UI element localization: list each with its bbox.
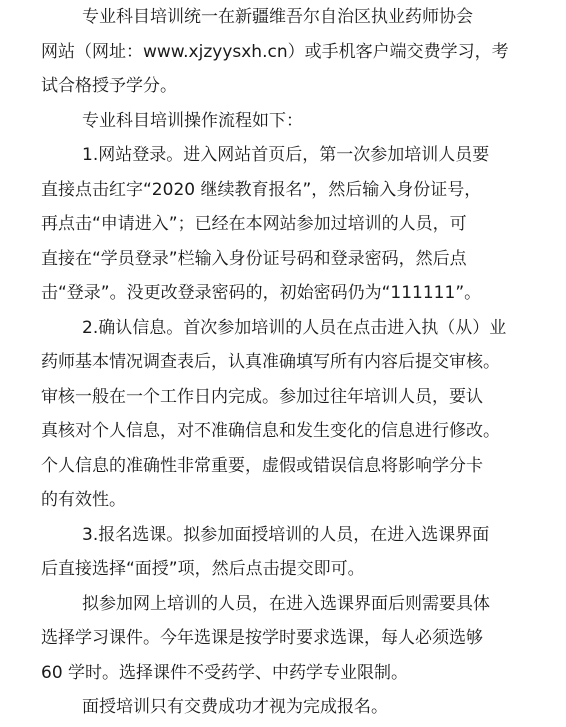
step-2-line-6: 的有效性。 — [41, 490, 126, 510]
step-2-line-3: 审核一般在一个工作日内完成。参加过往年培训人员，要认 — [41, 387, 483, 407]
step-1-line-2: 直接点击红字“2020 继续教育报名”，然后输入身份证号， — [41, 180, 482, 200]
step-2-line-4: 真核对个人信息，对不准确信息和发生变化的信息进行修改。 — [41, 421, 500, 441]
step-2-line-2: 药师基本情况调查表后，认真准确填写所有内容后提交审核。 — [41, 352, 500, 372]
paragraph-1-line-2: 网站（网址：www.xjzyysxh.cn）或手机客户端交费学习，考 — [41, 42, 509, 62]
step-3-line-1: 3.报名选课。拟参加面授培训的人员，在进入选课界面 — [82, 525, 490, 545]
final-paragraph-line-1: 面授培训只有交费成功才视为完成报名。 — [82, 697, 388, 717]
step-2-line-1: 2.确认信息。首次参加培训的人员在点击进入执（从）业 — [82, 318, 507, 338]
step-1-line-3: 再点击“申请进入”；已经在本网站参加过培训的人员，可 — [41, 214, 467, 234]
paragraph-2-line-1: 专业科目培训操作流程如下： — [82, 111, 303, 131]
step-1-line-4: 直接在“学员登录”栏输入身份证号码和登录密码，然后点 — [41, 249, 467, 269]
step-2-line-5: 个人信息的准确性非常重要，虚假或错误信息将影响学分卡 — [41, 456, 483, 476]
step-1-line-1: 1.网站登录。进入网站首页后，第一次参加培训人员要 — [82, 145, 490, 165]
paragraph-1-line-3: 试合格授予学分。 — [41, 76, 177, 96]
paragraph-1-line-1: 专业科目培训统一在新疆维吾尔自治区执业药师协会 — [82, 7, 473, 27]
step-3-line-2: 后直接选择“面授”项，然后点击提交即可。 — [41, 559, 365, 579]
online-paragraph-line-3: 60 学时。选择课件不受药学、中药学专业限制。 — [41, 663, 409, 683]
step-1-line-5: 击“登录”。没更改登录密码的，初始密码仍为“111111”。 — [41, 283, 482, 303]
online-paragraph-line-1: 拟参加网上培训的人员，在进入选课界面后则需要具体 — [82, 594, 490, 614]
online-paragraph-line-2: 选择学习课件。今年选课是按学时要求选课，每人必须选够 — [41, 628, 483, 648]
